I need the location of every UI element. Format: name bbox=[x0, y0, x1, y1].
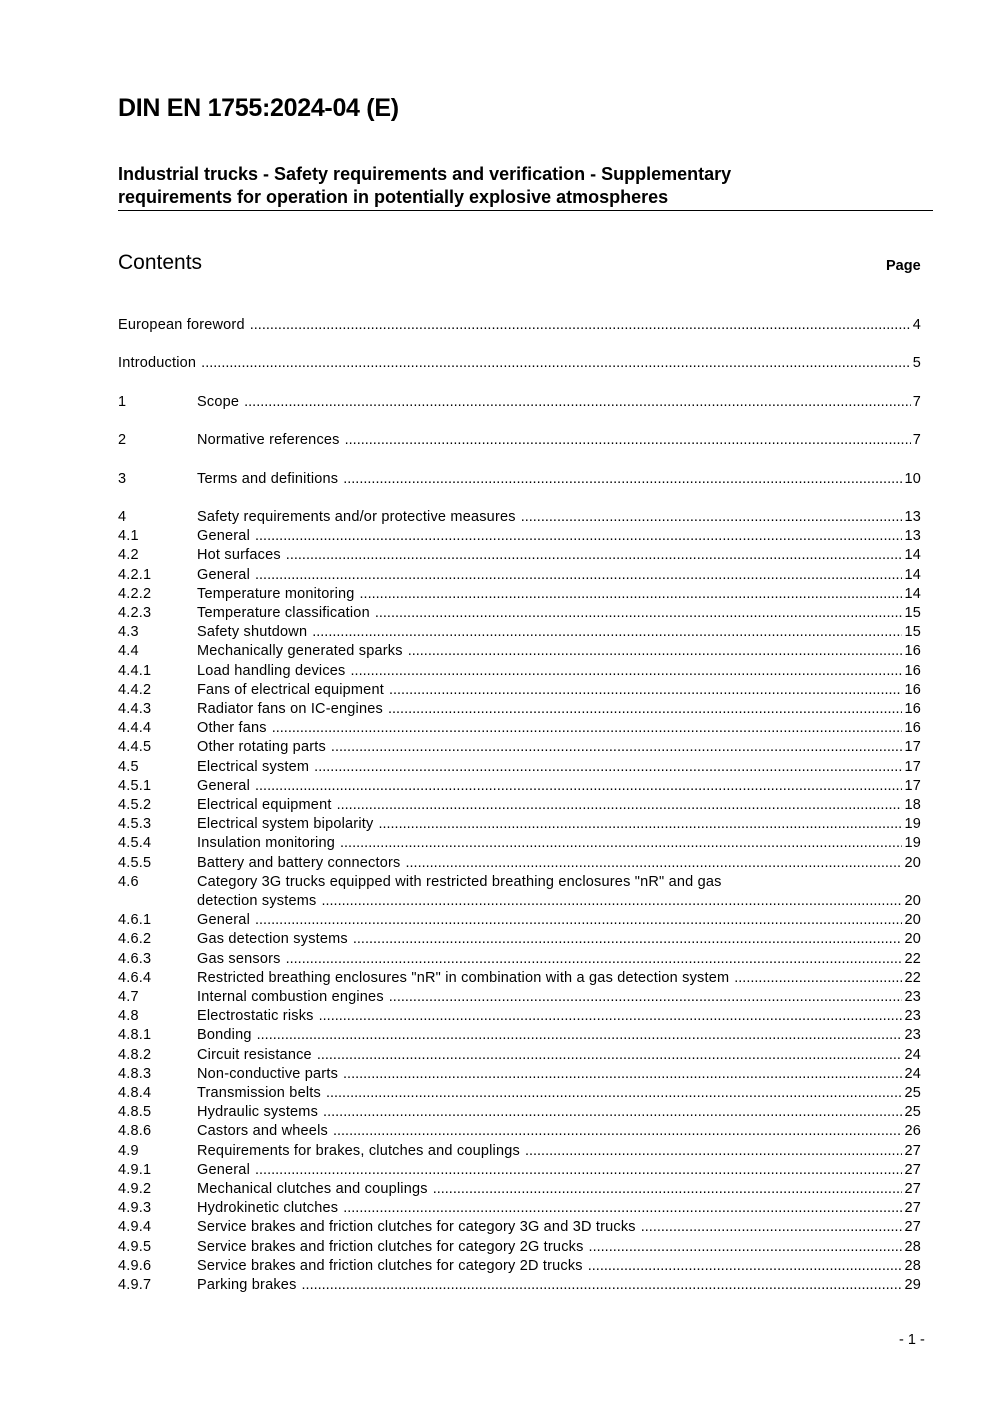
toc-entry-number: 4.5.1 bbox=[118, 777, 152, 794]
toc-entry-page: 25 bbox=[904, 1104, 921, 1121]
toc-entry-title: General bbox=[197, 777, 250, 794]
toc-entry[interactable] bbox=[118, 834, 921, 853]
toc-entry[interactable] bbox=[118, 1026, 921, 1045]
toc-entry-number: 4.6.3 bbox=[118, 950, 152, 967]
toc-entry-number: 4.9.4 bbox=[118, 1219, 152, 1236]
toc-entry[interactable] bbox=[118, 527, 921, 546]
toc-entry-number: 4.9.3 bbox=[118, 1200, 152, 1217]
toc-entry[interactable] bbox=[118, 854, 921, 873]
dot-leader bbox=[286, 950, 903, 969]
dot-leader bbox=[345, 431, 911, 450]
toc-entry[interactable] bbox=[118, 969, 921, 988]
toc-entry-title: Gas detection systems bbox=[197, 931, 348, 948]
toc-entry[interactable] bbox=[118, 796, 921, 815]
toc-entry-number: 4.4.5 bbox=[118, 739, 152, 756]
dot-leader bbox=[255, 777, 902, 796]
toc-entry[interactable] bbox=[118, 508, 921, 527]
toc-entry[interactable] bbox=[118, 1142, 921, 1161]
toc-entry[interactable] bbox=[118, 604, 921, 623]
toc-entry-title: Non-conductive parts bbox=[197, 1065, 339, 1082]
toc-entry-number: 4.8 bbox=[118, 1008, 139, 1025]
dot-leader bbox=[351, 662, 903, 681]
page-column-label: Page bbox=[886, 258, 921, 274]
toc-entry-page: 20 bbox=[904, 931, 921, 948]
toc-entry[interactable] bbox=[118, 1257, 921, 1276]
toc-entry-number: 4.7 bbox=[118, 989, 139, 1006]
toc-entry[interactable] bbox=[118, 950, 921, 969]
dot-leader bbox=[353, 930, 903, 949]
dot-leader bbox=[340, 834, 902, 853]
dot-leader bbox=[734, 969, 902, 988]
toc-entry-number: 4.8.5 bbox=[118, 1104, 152, 1121]
dot-leader bbox=[588, 1257, 903, 1276]
toc-entry-title: Insulation monitoring bbox=[197, 835, 335, 852]
toc-entry-number: 4.4.2 bbox=[118, 681, 152, 698]
toc-entry-number: 4.2.3 bbox=[118, 604, 152, 621]
toc-entry-number: 4.9.1 bbox=[118, 1161, 152, 1178]
dot-leader bbox=[272, 719, 903, 738]
toc-entry[interactable] bbox=[118, 1180, 921, 1199]
toc-entry-page: 20 bbox=[904, 912, 921, 929]
toc-entry[interactable] bbox=[118, 1276, 921, 1295]
dot-leader bbox=[244, 393, 911, 412]
toc-entry-page: 23 bbox=[904, 989, 921, 1006]
subtitle-line: requirements for operation in potentially explosive atmospheres bbox=[118, 187, 669, 207]
dot-leader bbox=[201, 354, 911, 373]
toc-entry-page: 25 bbox=[904, 1085, 921, 1102]
toc-entry-page: 18 bbox=[904, 797, 921, 813]
toc-entry-page: 27 bbox=[904, 1200, 921, 1217]
dot-leader bbox=[337, 796, 903, 815]
toc-entry-number: 4.3 bbox=[118, 624, 139, 641]
toc-entry-page: 10 bbox=[904, 470, 921, 487]
dot-leader bbox=[389, 681, 903, 700]
toc-entry[interactable] bbox=[118, 911, 921, 930]
toc-entry-title: Circuit resistance bbox=[197, 1046, 312, 1063]
toc-entry-title: Electrostatic risks bbox=[197, 1008, 314, 1025]
toc-entry-title: Introduction bbox=[118, 355, 197, 372]
toc-entry-page: 29 bbox=[904, 1277, 921, 1294]
toc-entry-title: General bbox=[197, 528, 250, 545]
toc-entry-title: Mechanically generated sparks bbox=[197, 643, 403, 660]
dot-leader bbox=[255, 911, 902, 930]
table-of-contents bbox=[118, 316, 921, 1295]
toc-entry-number: 4.8.1 bbox=[118, 1027, 152, 1044]
toc-entry-number: 4.9.2 bbox=[118, 1181, 152, 1198]
toc-entry[interactable] bbox=[118, 1084, 921, 1103]
toc-entry-page: 17 bbox=[904, 739, 921, 756]
toc-entry-page: 7 bbox=[912, 432, 921, 449]
contents-heading: Contents bbox=[118, 251, 203, 274]
toc-entry-page: 22 bbox=[904, 969, 921, 986]
toc-entry-number: 4.5.4 bbox=[118, 835, 152, 852]
dot-leader bbox=[255, 566, 902, 585]
toc-entry[interactable] bbox=[118, 777, 921, 796]
toc-entry[interactable] bbox=[118, 546, 921, 565]
toc-entry-page: 15 bbox=[904, 624, 921, 641]
toc-entry-title: Temperature classification bbox=[197, 604, 370, 621]
toc-entry[interactable] bbox=[118, 873, 921, 911]
toc-entry-number: 4.1 bbox=[118, 528, 139, 545]
toc-entry-number: 4.4.1 bbox=[118, 662, 152, 679]
toc-entry-page: 16 bbox=[904, 681, 921, 698]
toc-entry-page: 4 bbox=[912, 317, 921, 333]
dot-leader bbox=[250, 316, 911, 335]
dot-leader bbox=[257, 1026, 903, 1045]
toc-entry[interactable] bbox=[118, 758, 921, 777]
toc-entry-page: 16 bbox=[904, 662, 921, 679]
toc-entry[interactable] bbox=[118, 642, 921, 661]
toc-entry[interactable] bbox=[118, 1161, 921, 1180]
toc-entry[interactable] bbox=[118, 1218, 921, 1237]
toc-entry-number: 3 bbox=[118, 470, 127, 487]
toc-entry-page: 20 bbox=[904, 854, 921, 871]
toc-entry-title: Internal combustion engines bbox=[197, 989, 384, 1006]
toc-entry-page: 16 bbox=[904, 700, 921, 717]
toc-entry-page: 26 bbox=[904, 1123, 921, 1140]
toc-entry-title: Other fans bbox=[197, 720, 267, 737]
toc-entry-number: 4.8.6 bbox=[118, 1123, 152, 1140]
toc-entry-number: 4.2.2 bbox=[118, 585, 152, 602]
toc-entry[interactable] bbox=[118, 623, 921, 642]
toc-entry-number: 4.5.2 bbox=[118, 797, 152, 813]
dot-leader bbox=[343, 1199, 902, 1218]
toc-entry-number: 4.4 bbox=[118, 643, 139, 660]
dot-leader bbox=[375, 604, 903, 623]
toc-entry-title: Temperature monitoring bbox=[197, 585, 355, 602]
toc-entry-title-lead: Category 3G trucks equipped with restricted breathing enclosures "nR" and gas bbox=[197, 873, 722, 890]
toc-entry-title: Service brakes and friction clutches for category 2D trucks bbox=[197, 1257, 583, 1274]
dot-leader bbox=[433, 1180, 903, 1199]
toc-entry-number: 4.4.3 bbox=[118, 700, 152, 717]
toc-entry[interactable] bbox=[118, 1046, 921, 1065]
toc-entry-page: 19 bbox=[904, 816, 921, 833]
dot-leader bbox=[521, 508, 903, 527]
dot-leader bbox=[405, 854, 902, 873]
toc-entry-title: Restricted breathing enclosures "nR" in combination with a gas detection system bbox=[197, 969, 730, 986]
toc-entry-number: 4.2 bbox=[118, 547, 139, 564]
toc-entry-title: Electrical system bipolarity bbox=[197, 816, 374, 833]
dot-leader bbox=[343, 470, 902, 489]
toc-entry-page: 24 bbox=[904, 1046, 921, 1063]
toc-entry-page: 14 bbox=[904, 585, 921, 602]
toc-entry-title: Service brakes and friction clutches for category 3G and 3D trucks bbox=[197, 1219, 636, 1236]
toc-entry[interactable] bbox=[118, 431, 921, 450]
dot-leader bbox=[255, 1161, 902, 1180]
dot-leader bbox=[321, 892, 902, 911]
toc-entry-number: 4.9 bbox=[118, 1142, 139, 1159]
toc-entry-page: 23 bbox=[904, 1008, 921, 1025]
toc-entry-page: 20 bbox=[904, 893, 921, 910]
toc-entry-title: detection systems bbox=[197, 893, 317, 910]
toc-entry-number: 4.8.4 bbox=[118, 1085, 152, 1102]
toc-entry[interactable] bbox=[118, 585, 921, 604]
dot-leader bbox=[302, 1276, 903, 1295]
toc-entry-page: 23 bbox=[904, 1027, 921, 1044]
toc-entry-number: 2 bbox=[118, 432, 127, 449]
page-number-footer: - 1 - bbox=[899, 1332, 925, 1348]
dot-leader bbox=[388, 700, 903, 719]
toc-entry-number: 4.9.6 bbox=[118, 1257, 152, 1274]
dot-leader bbox=[314, 758, 902, 777]
toc-entry-title: General bbox=[197, 566, 250, 583]
toc-entry-page: 19 bbox=[904, 835, 921, 852]
toc-entry-title: Load handling devices bbox=[197, 662, 346, 679]
toc-entry-title: Electrical system bbox=[197, 758, 310, 775]
toc-entry-title: Transmission belts bbox=[197, 1085, 321, 1102]
toc-entry-page: 16 bbox=[904, 643, 921, 660]
toc-entry-number: 4.5.5 bbox=[118, 854, 152, 871]
toc-entry-number: 4.9.5 bbox=[118, 1238, 152, 1255]
toc-entry-title: Normative references bbox=[197, 432, 340, 449]
toc-entry-page: 17 bbox=[904, 777, 921, 794]
toc-entry[interactable] bbox=[118, 354, 921, 373]
toc-entry-number: 4.6.2 bbox=[118, 931, 152, 948]
toc-entry[interactable] bbox=[118, 1065, 921, 1084]
toc-entry-title: Hydrokinetic clutches bbox=[197, 1200, 339, 1217]
dot-leader bbox=[255, 527, 902, 546]
toc-entry-number: 4.2.1 bbox=[118, 566, 152, 583]
toc-entry[interactable] bbox=[118, 988, 921, 1007]
toc-entry-title: General bbox=[197, 1161, 250, 1178]
toc-entry-title: Mechanical clutches and couplings bbox=[197, 1181, 428, 1198]
toc-entry-page: 27 bbox=[904, 1142, 921, 1159]
toc-entry[interactable] bbox=[118, 1122, 921, 1141]
toc-entry-page: 27 bbox=[904, 1181, 921, 1198]
toc-entry[interactable] bbox=[118, 738, 921, 757]
toc-entry-title: Other rotating parts bbox=[197, 739, 326, 756]
toc-entry-title: Parking brakes bbox=[197, 1277, 297, 1294]
toc-entry[interactable] bbox=[118, 470, 921, 489]
toc-entry-page: 15 bbox=[904, 604, 921, 621]
toc-entry[interactable] bbox=[118, 1103, 921, 1122]
dot-leader bbox=[589, 1238, 903, 1257]
toc-entry-page: 24 bbox=[904, 1065, 921, 1082]
toc-entry-title: Fans of electrical equipment bbox=[197, 681, 384, 698]
toc-entry-title: Scope bbox=[197, 393, 240, 410]
dot-leader bbox=[525, 1142, 903, 1161]
toc-entry-title: Battery and battery connectors bbox=[197, 854, 401, 871]
dot-leader bbox=[389, 988, 903, 1007]
toc-entry-title: Radiator fans on IC-engines bbox=[197, 700, 383, 717]
document-id: DIN EN 1755:2024-04 (E) bbox=[118, 94, 399, 122]
toc-entry-number: 4.6.1 bbox=[118, 912, 152, 929]
toc-entry[interactable] bbox=[118, 719, 921, 738]
toc-entry[interactable] bbox=[118, 1199, 921, 1218]
toc-entry-number: 4.8.3 bbox=[118, 1065, 152, 1082]
toc-entry-number: 4.6.4 bbox=[118, 969, 152, 986]
toc-entry-page: 14 bbox=[904, 547, 921, 564]
dot-leader bbox=[378, 815, 902, 834]
dot-leader bbox=[408, 642, 903, 661]
toc-entry[interactable] bbox=[118, 1007, 921, 1026]
document-subtitle bbox=[118, 163, 933, 211]
toc-entry[interactable] bbox=[118, 815, 921, 834]
toc-entry-title: Electrical equipment bbox=[197, 797, 332, 813]
toc-entry[interactable] bbox=[118, 681, 921, 700]
toc-entry-title: Safety shutdown bbox=[197, 624, 308, 641]
toc-entry-title: Requirements for brakes, clutches and couplings bbox=[197, 1142, 520, 1159]
toc-entry-page: 28 bbox=[904, 1238, 921, 1255]
toc-entry-page: 14 bbox=[904, 566, 921, 583]
toc-entry-page: 27 bbox=[904, 1161, 921, 1178]
toc-entry[interactable] bbox=[118, 700, 921, 719]
toc-entry-page: 13 bbox=[904, 508, 921, 525]
dot-leader bbox=[319, 1007, 903, 1026]
dot-leader bbox=[286, 546, 903, 565]
toc-entry-page: 16 bbox=[904, 720, 921, 737]
toc-entry[interactable] bbox=[118, 1238, 921, 1257]
toc-entry-page: 27 bbox=[904, 1219, 921, 1236]
toc-entry[interactable] bbox=[118, 566, 921, 585]
toc-entry-title: Terms and definitions bbox=[197, 470, 339, 487]
toc-entry-number: 4.4.4 bbox=[118, 720, 152, 737]
toc-entry-number: 4.5.3 bbox=[118, 816, 152, 833]
dot-leader bbox=[312, 623, 902, 642]
subtitle-line: Industrial trucks - Safety requirements and verification - Supplementary bbox=[118, 164, 732, 184]
toc-entry-title: Bonding bbox=[197, 1027, 252, 1044]
dot-leader bbox=[641, 1218, 903, 1237]
toc-entry-title: General bbox=[197, 912, 250, 929]
toc-entry-number: 4.5 bbox=[118, 758, 139, 775]
dot-leader bbox=[333, 1122, 903, 1141]
toc-entry-title: Gas sensors bbox=[197, 950, 281, 967]
toc-entry-title: Hot surfaces bbox=[197, 547, 281, 564]
toc-entry-number: 4 bbox=[118, 508, 127, 525]
toc-entry-title: Hydraulic systems bbox=[197, 1104, 319, 1121]
toc-entry-page: 5 bbox=[912, 355, 921, 372]
dot-leader bbox=[323, 1103, 902, 1122]
dot-leader bbox=[331, 738, 903, 757]
dot-leader bbox=[343, 1065, 902, 1084]
toc-entry-page: 22 bbox=[904, 950, 921, 967]
toc-entry-number: 4.8.2 bbox=[118, 1046, 152, 1063]
toc-entry-number: 4.6 bbox=[118, 873, 139, 890]
toc-entry-page: 13 bbox=[904, 528, 921, 545]
toc-entry-number: 4.9.7 bbox=[118, 1277, 152, 1294]
toc-entry[interactable] bbox=[118, 662, 921, 681]
toc-entry-page: 28 bbox=[904, 1257, 921, 1274]
dot-leader bbox=[360, 585, 903, 604]
toc-entry-title: European foreword bbox=[118, 317, 245, 333]
dot-leader bbox=[326, 1084, 903, 1103]
toc-entry-title: Castors and wheels bbox=[197, 1123, 328, 1140]
toc-entry-page: 7 bbox=[912, 393, 921, 410]
toc-entry-number: 1 bbox=[118, 393, 127, 410]
toc-entry-title: Service brakes and friction clutches for category 2G trucks bbox=[197, 1238, 584, 1255]
toc-entry-page: 17 bbox=[904, 758, 921, 775]
dot-leader bbox=[317, 1046, 903, 1065]
toc-entry[interactable] bbox=[118, 393, 921, 412]
toc-entry[interactable] bbox=[118, 316, 921, 335]
toc-entry-title: Safety requirements and/or protective measures bbox=[197, 508, 516, 525]
toc-entry[interactable] bbox=[118, 930, 921, 949]
